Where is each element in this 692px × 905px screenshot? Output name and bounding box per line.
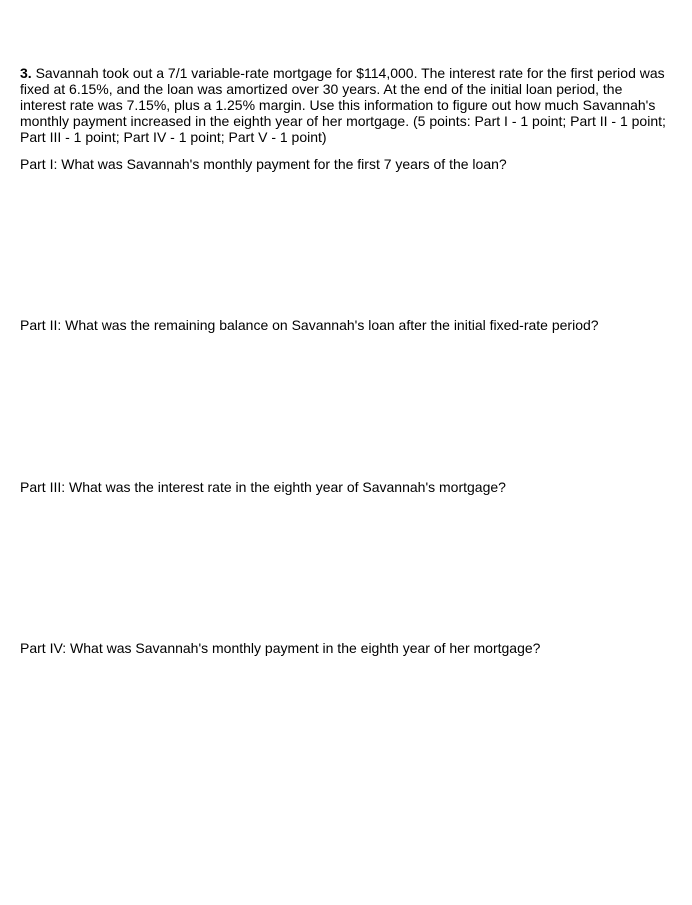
question-part-4: Part IV: What was Savannah's monthly payment in the eighth year of her mortgage? <box>20 640 541 656</box>
problem-number: 3. <box>20 65 32 81</box>
question-part-2: Part II: What was the remaining balance on Savannah's loan after the initial fixed-rate period? <box>20 317 599 333</box>
question-part-1: Part I: What was Savannah's monthly payment for the first 7 years of the loan? <box>20 156 507 172</box>
question-part-3: Part III: What was the interest rate in the eighth year of Savannah's mortgage? <box>20 479 506 495</box>
problem-text: Savannah took out a 7/1 variable-rate mortgage for $114,000. The interest rate for the first period was fixed at 6.15%, and the loan was amortized over 30 years. At the end of the initial loan period, the interest rate was 7.15%, plus a 1.25% margin. Use this information to figure out how much Savannah's monthly payment increased in the eighth year of her mortgage. (5 points: Part I - 1 point; Part II - 1 point; Part III - 1 point; Part IV - 1 point; Part V - 1 point) <box>20 65 666 145</box>
problem-statement <box>20 65 672 145</box>
